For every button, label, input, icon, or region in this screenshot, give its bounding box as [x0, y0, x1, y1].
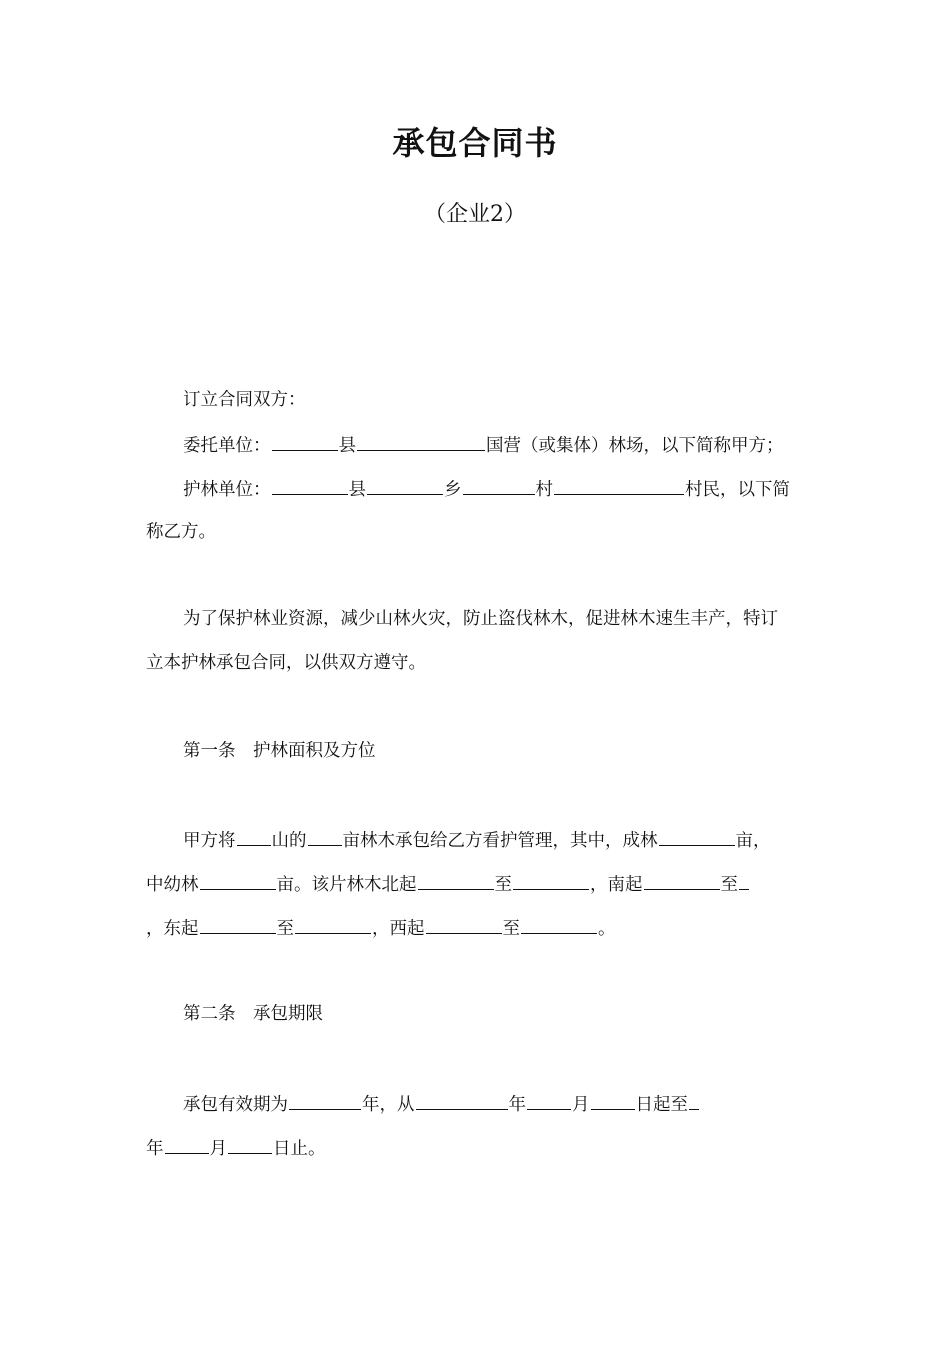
blank-field	[308, 827, 342, 846]
text: 年，从	[362, 1095, 415, 1115]
document-subtitle: （企业2）	[424, 202, 526, 227]
text: 称乙方。	[146, 522, 216, 542]
text: 至	[276, 919, 294, 939]
text: 至	[720, 875, 738, 895]
blank-field	[289, 1091, 361, 1110]
text: 中幼林	[146, 875, 199, 895]
text: 护林单位：	[183, 480, 271, 500]
blank-field	[237, 827, 271, 846]
text: 乡	[444, 480, 462, 500]
article-1-line-1	[183, 827, 771, 853]
blank-field	[689, 1091, 699, 1110]
article-2-heading	[183, 1002, 323, 1026]
article-1-line-3	[146, 915, 616, 941]
blank-field	[513, 871, 589, 890]
text: ，东起	[146, 919, 199, 939]
text: 第一条 护林面积及方位	[183, 741, 376, 761]
purpose-paragraph	[183, 607, 778, 631]
contractor-line	[183, 476, 790, 502]
text: 日止。	[273, 1139, 326, 1159]
blank-field	[272, 432, 338, 451]
blank-field	[426, 915, 502, 934]
text: 。	[598, 919, 616, 939]
text: 亩。该片林木北起	[276, 875, 417, 895]
blank-field	[295, 915, 371, 934]
blank-field	[644, 871, 720, 890]
blank-field	[200, 871, 276, 890]
text: 承包有效期为	[183, 1095, 288, 1115]
text: 年	[146, 1139, 164, 1159]
text: 山的	[271, 831, 307, 851]
article-2-line-2	[146, 1135, 326, 1161]
blank-field	[367, 476, 443, 495]
article-1-line-2	[146, 871, 750, 897]
text: ，西起	[372, 919, 425, 939]
blank-field	[272, 476, 348, 495]
blank-field	[554, 476, 684, 495]
text: 亩，	[735, 831, 771, 851]
blank-field	[463, 476, 535, 495]
text: 县	[338, 436, 356, 456]
text: 月	[572, 1095, 590, 1115]
text: 至	[502, 919, 520, 939]
blank-field	[591, 1091, 635, 1110]
text: 立本护林承包合同，以供双方遵守。	[146, 653, 426, 673]
blank-field	[521, 915, 597, 934]
blank-field	[739, 871, 749, 890]
text: 亩林木承包给乙方看护管理，其中，成林	[342, 831, 658, 851]
text: 委托单位：	[183, 436, 271, 456]
blank-field	[659, 827, 735, 846]
text: 订立合同双方：	[183, 390, 306, 410]
text: 村	[535, 480, 553, 500]
blank-field	[165, 1135, 209, 1154]
blank-field	[228, 1135, 272, 1154]
client-line	[183, 432, 784, 458]
article-2-line-1	[183, 1091, 700, 1117]
blank-field	[527, 1091, 571, 1110]
text: 至	[494, 875, 512, 895]
text: ，南起	[590, 875, 643, 895]
text: 日起至	[635, 1095, 688, 1115]
contractor-line-cont	[146, 520, 216, 544]
text: 国营（或集体）林场，以下简称甲方；	[486, 436, 784, 456]
blank-field	[418, 871, 494, 890]
document-title: 承包合同书	[392, 124, 558, 162]
article-1-heading	[183, 739, 376, 763]
purpose-paragraph-cont	[146, 651, 426, 675]
text: 甲方将	[183, 831, 236, 851]
text: 村民，以下简	[685, 480, 790, 500]
text: 年	[508, 1095, 526, 1115]
text: 为了保护林业资源，减少山林火灾，防止盗伐林木，促进林木速生丰产，特订	[183, 609, 778, 629]
blank-field	[200, 915, 276, 934]
blank-field	[416, 1091, 508, 1110]
text: 县	[348, 480, 366, 500]
parties-heading	[183, 388, 306, 412]
text: 第二条 承包期限	[183, 1004, 323, 1024]
blank-field	[357, 432, 485, 451]
text: 月	[209, 1139, 227, 1159]
